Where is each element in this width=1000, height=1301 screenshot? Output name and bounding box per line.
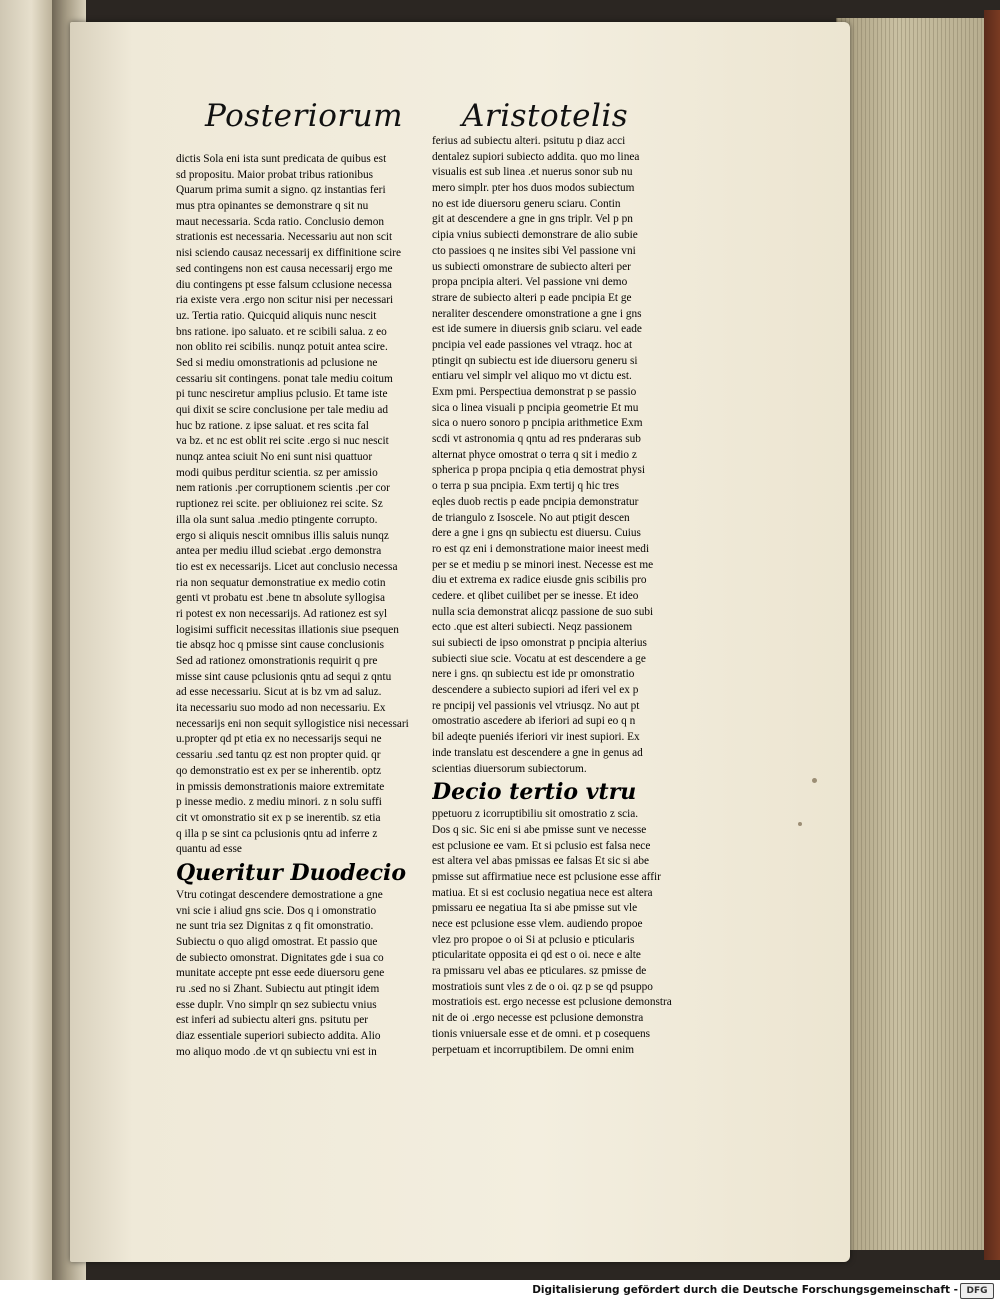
text-line: huc bz ratione. z ipse saluat. et res scita fal [176,419,369,432]
text-line: diu contingens pt esse falsum cclusione necessa [176,278,392,291]
text-line: Sed si mediu omonstrationis ad pclusione ne [176,356,378,369]
text-line: tie absqz hoc q pmisse sint cause conclusionis [176,639,385,652]
text-line: descendere a subiecto supiori ad iferi vel ex p [432,684,639,697]
text-line: sui subiecti de ipso omonstrat p pncipia alterius [432,637,647,649]
text-line: ria non sequatur demonstratiue ex medio cotin [176,576,386,589]
text-line: propa pncipia alteri. Vel passione vni demo [432,276,628,289]
funding-credit: Digitalisierung gefördert durch die Deutsche Forschungsgemeinschaft - [532,1284,958,1296]
text-line: Subiectu o quo aligd omostrat. Et passio que [176,936,378,948]
dfg-logo-icon: DFG [960,1283,994,1299]
text-line: est pclusione ee vam. Et si pclusio est falsa nece [432,839,651,852]
text-line: logisimi sufficit necessitas illationis siue psequen [176,623,399,636]
text-line: dictis Sola eni ista sunt predicata de quibus est [176,153,387,165]
text-line: cessariu sit contingens. ponat tale mediu coitum [176,372,393,385]
left-page-edge [0,0,54,1280]
text-line: illa ola sunt salua .medio ptingente corrupto. [176,513,378,526]
text-line: Sed ad rationez omonstrationis requirit q pre [176,655,378,667]
text-line: Exm pmi. Perspectiua demonstrat p se passio [432,386,637,398]
footer-bar [0,1280,1000,1301]
text-line: qui dixit se scire conclusione per tale mediu ad [176,404,389,416]
text-line: ecto .que est alteri subiecti. Neqz passionem [432,621,633,634]
text-line: ro est qz eni i demonstratione maior ineest medi [432,542,650,555]
text-line: pncipia vel eade passiones vel vtraqz. hoc at [432,338,633,351]
text-line: est altera vel abas pmissas ee falsas Et sic si abe [432,855,650,868]
text-line: in pmissis demonstrationis maiore extremitate [176,780,385,793]
text-line: omostratio ascedere ab iferiori ad supi eo q n [432,715,636,728]
text-line: mo aliquo modo .de vt qn subiectu vni est in [176,1045,377,1058]
text-line: ita necessariu suo modo ad non necessariu. Ex [176,702,386,715]
text-line: vni scie i aliud gns scie. Dos q i omonstratio [176,904,377,917]
text-line: pticularitate opposita ei qd est o oi. nece e alte [432,949,641,962]
text-line: mus ptra opinantes se demonstrare q sit nu [176,200,369,213]
text-line: esse duplr. Vno simplr qn sez subiectu vnius [176,998,377,1011]
text-line: pi tunc nesciretur amplius pclusio. Et tame iste [176,388,388,401]
text-line: vlez pro propoe o oi Si at pclusio e pticularis [432,933,635,946]
text-line: cedere. et qlibet cuilibet per se inesse. Et ideo [432,589,639,602]
text-line: scdi vt astronomia q qntu ad res pnderaras sub [432,433,641,446]
text-line: bil adeqte pueniés iferiori vir inest supiori. Ex [432,731,640,744]
text-line: cto passioes q ne insites sibi Vel passione vni [432,244,636,257]
text-line: va bz. et nc est oblit rei scite .ergo si nuc nescit [176,435,389,448]
running-head-left: Posteriorum [205,98,404,134]
text-line: pmissaru ee negatiua Ita si abe pmisse sut vle [432,902,638,915]
question-heading: Queritur Duodecio [176,859,407,886]
text-line: Dos q sic. Sic eni si abe pmisse sunt ve necesse [432,823,647,836]
text-line: necessarijs eni non sequit syllogistice nisi necessari [176,717,409,730]
text-line: nit de oi .ergo necesse est pclusione demonstra [432,1012,644,1025]
text-line: nece est pclusione esse vlem. audiendo propoe [432,918,643,930]
text-line: nunqz antea sciuit No eni sunt nisi quattuor [176,451,373,464]
text-line: diaz essentiale superiori subiecto addita. Alio [176,1030,381,1043]
text-line: nisi sciendo causaz necessarij ex diffinitione scire [176,247,402,260]
question-heading: Decio tertio vtru [432,779,637,806]
text-line: perpetuam et incorruptibilem. De omni enim [432,1043,635,1056]
text-line: ra pmissaru vel abas ee pticulares. sz pmisse de [432,965,647,978]
foxing-spot [798,822,802,826]
text-line: de subiecto omonstrat. Dignitates gde i sua co [176,951,384,964]
text-line: nere i gns. qn subiectu est ide pr omonstratio [432,668,635,681]
text-line: non oblito rei scibilis. nunqz potuit antea scire. [176,341,388,354]
text-line: u.propter qd pt etia ex no necessarijs sequi ne [176,733,382,746]
text-line: genti vt probatu est .bene tn absolute syllogisa [176,592,385,605]
text-line: sica o nuero sonoro p pncipia arithmetice Exm [432,417,643,430]
page-fore-edge [836,18,987,1250]
text-line: munitate accepte pnt esse eede diuersoru gene [176,967,385,980]
text-line: quantu ad esse [176,843,242,856]
text-line: o terra p sua pncipia. Exm tertij q hic tres [432,480,619,493]
text-line: sica o linea visuali p pncipia geometrie Et mu [432,401,639,414]
text-line: qo demonstratio est ex per se inherentib. optz [176,764,382,777]
text-line: antea per mediu illud sciebat .ergo demonstra [176,545,382,558]
text-line: ne sunt tria sez Dignitas z q fit omonstratio. [176,920,374,933]
text-line: cessariu .sed tantu qz est non propter quid. qr [176,749,381,762]
running-head-right: Aristotelis [462,98,629,134]
text-line: dentalez supiori subiecto addita. quo mo linea [432,150,640,163]
text-line: re pncipij vel passionis vel vtriusqz. No aut pt [432,699,640,712]
text-line: nem rationis .per corruptionem scientis .per cor [176,482,390,495]
text-line: us subiecti omonstrare de subiecto alteri per [432,260,631,273]
text-line: mostratiois est. ergo necesse est pclusione demonstra [432,996,672,1009]
text-line: mero simplr. pter hos duos modos subiectum [432,182,635,195]
cover-edge [984,10,1000,1260]
text-line: ru .sed no si Zhant. Subiectu aut ptingit idem [176,983,380,996]
text-line: no est ide diuersoru generu sciaru. Contin [432,197,621,210]
text-line: modi quibus perditur scientia. sz per amissio [176,466,378,479]
text-line: spherica p propa pncipia q etia demostrat physi [432,464,646,477]
text-line: q illa p se sint ca pclusionis qntu ad inferre z [176,827,378,840]
text-line: p inesse medio. z mediu minori. z n solu suffi [176,796,382,809]
text-line: visualis est sub linea .et nuerus sonor sub nu [432,166,633,179]
text-line: mostratiois sunt vles z de o oi. qz p se qd psuppo [432,980,653,993]
text-line: entiaru vel simplr vel aliquo mo vt dictu est. [432,370,632,383]
text-line: tio est ex necessarijs. Licet aut conclusio necessa [176,560,398,573]
text-line: tionis vniuersale esse et de omni. et p cosequens [432,1027,651,1040]
foxing-spot [812,778,817,783]
text-column-left [176,152,428,1061]
text-line: subiecti siue scie. Vocatu at est descendere a ge [432,652,646,665]
text-column-right [432,134,684,1058]
text-line: eqles duob rectis p eade pncipia demonstratur [432,495,639,508]
text-line: dere a gne i gns qn subiectu est diuersu. Cuius [432,527,641,540]
text-line: pmisse sut affirmatiue nece est pclusione esse affir [432,870,661,883]
text-line: est inferi ad subiectu alteri gns. psitutu per [176,1014,368,1027]
text-line: est ide sumere in diuersis gnib sciaru. vel eade [432,323,642,336]
text-line: misse sint cause pclusionis qntu ad sequi z qntu [176,670,392,683]
text-line: ferius ad subiectu alteri. psitutu p diaz acci [432,135,626,147]
text-line: strationis est necessaria. Necessariu aut non scit [176,231,393,244]
text-line: per se et mediu p se minori inest. Necesse est me [432,558,654,571]
text-line: ad esse necessariu. Sicut at is bz vm ad saluz. [176,686,382,699]
text-line: nulla scia demonstrat alicqz passione de suo subi [432,605,654,618]
text-line: scientias diuersorum subiectorum. [432,762,587,775]
text-line: diu et extrema ex radice eiusde gnis scibilis pro [432,574,647,587]
text-line: sd propositu. Maior probat tribus rationibus [176,168,374,181]
text-line: alternat phyce omostrat o terra q sit i medio z [432,448,637,461]
text-line: ppetuoru z icorruptibiliu sit omostratio z scia. [432,808,639,821]
text-line: Quarum prima sumit a signo. qz instantias feri [176,184,386,197]
text-line: sed contingens non est causa necessarij ergo me [176,262,393,275]
text-line: de triangulo z Isoscele. No aut ptigit descen [432,511,630,524]
text-line: ria existe vera .ergo non scitur nisi per necessari [176,294,394,307]
text-line: maut necessaria. Scda ratio. Conclusio demon [176,215,384,228]
text-line: inde translatu est descendere a gne in genus ad [432,746,643,759]
text-line: uz. Tertia ratio. Quicquid aliquis nunc nescit [176,309,377,322]
text-line: ri potest ex non necessarijs. Ad rationez est syl [176,607,388,620]
text-line: strare de subiecto alteri p eade pncipia Et ge [432,291,632,304]
text-line: matiua. Et si est coclusio negatiua nece est altera [432,886,653,899]
text-line: ruptionez rei scite. per obliuionez rei scite. Sz [176,498,383,511]
text-line: ergo si aliquis nescit omnibus illis saluis nunqz [176,529,389,542]
text-line: bns ratione. ipo saluato. et re scibili salua. z eo [176,325,387,338]
text-line: neraliter descendere omonstratione a gne i gns [432,307,642,320]
text-line: cit vt omonstratio sit ex p se inerentib. sz etia [176,811,381,824]
text-line: ptingit qn subiectu est ide diuersoru generu si [432,354,638,367]
text-line: Vtru cotingat descendere demostratione a gne [176,888,383,901]
text-line: cipia vnius subiecti demonstrare de alio subie [432,229,638,242]
text-line: git at descendere a gne in gns triplr. Vel p pn [432,213,633,226]
